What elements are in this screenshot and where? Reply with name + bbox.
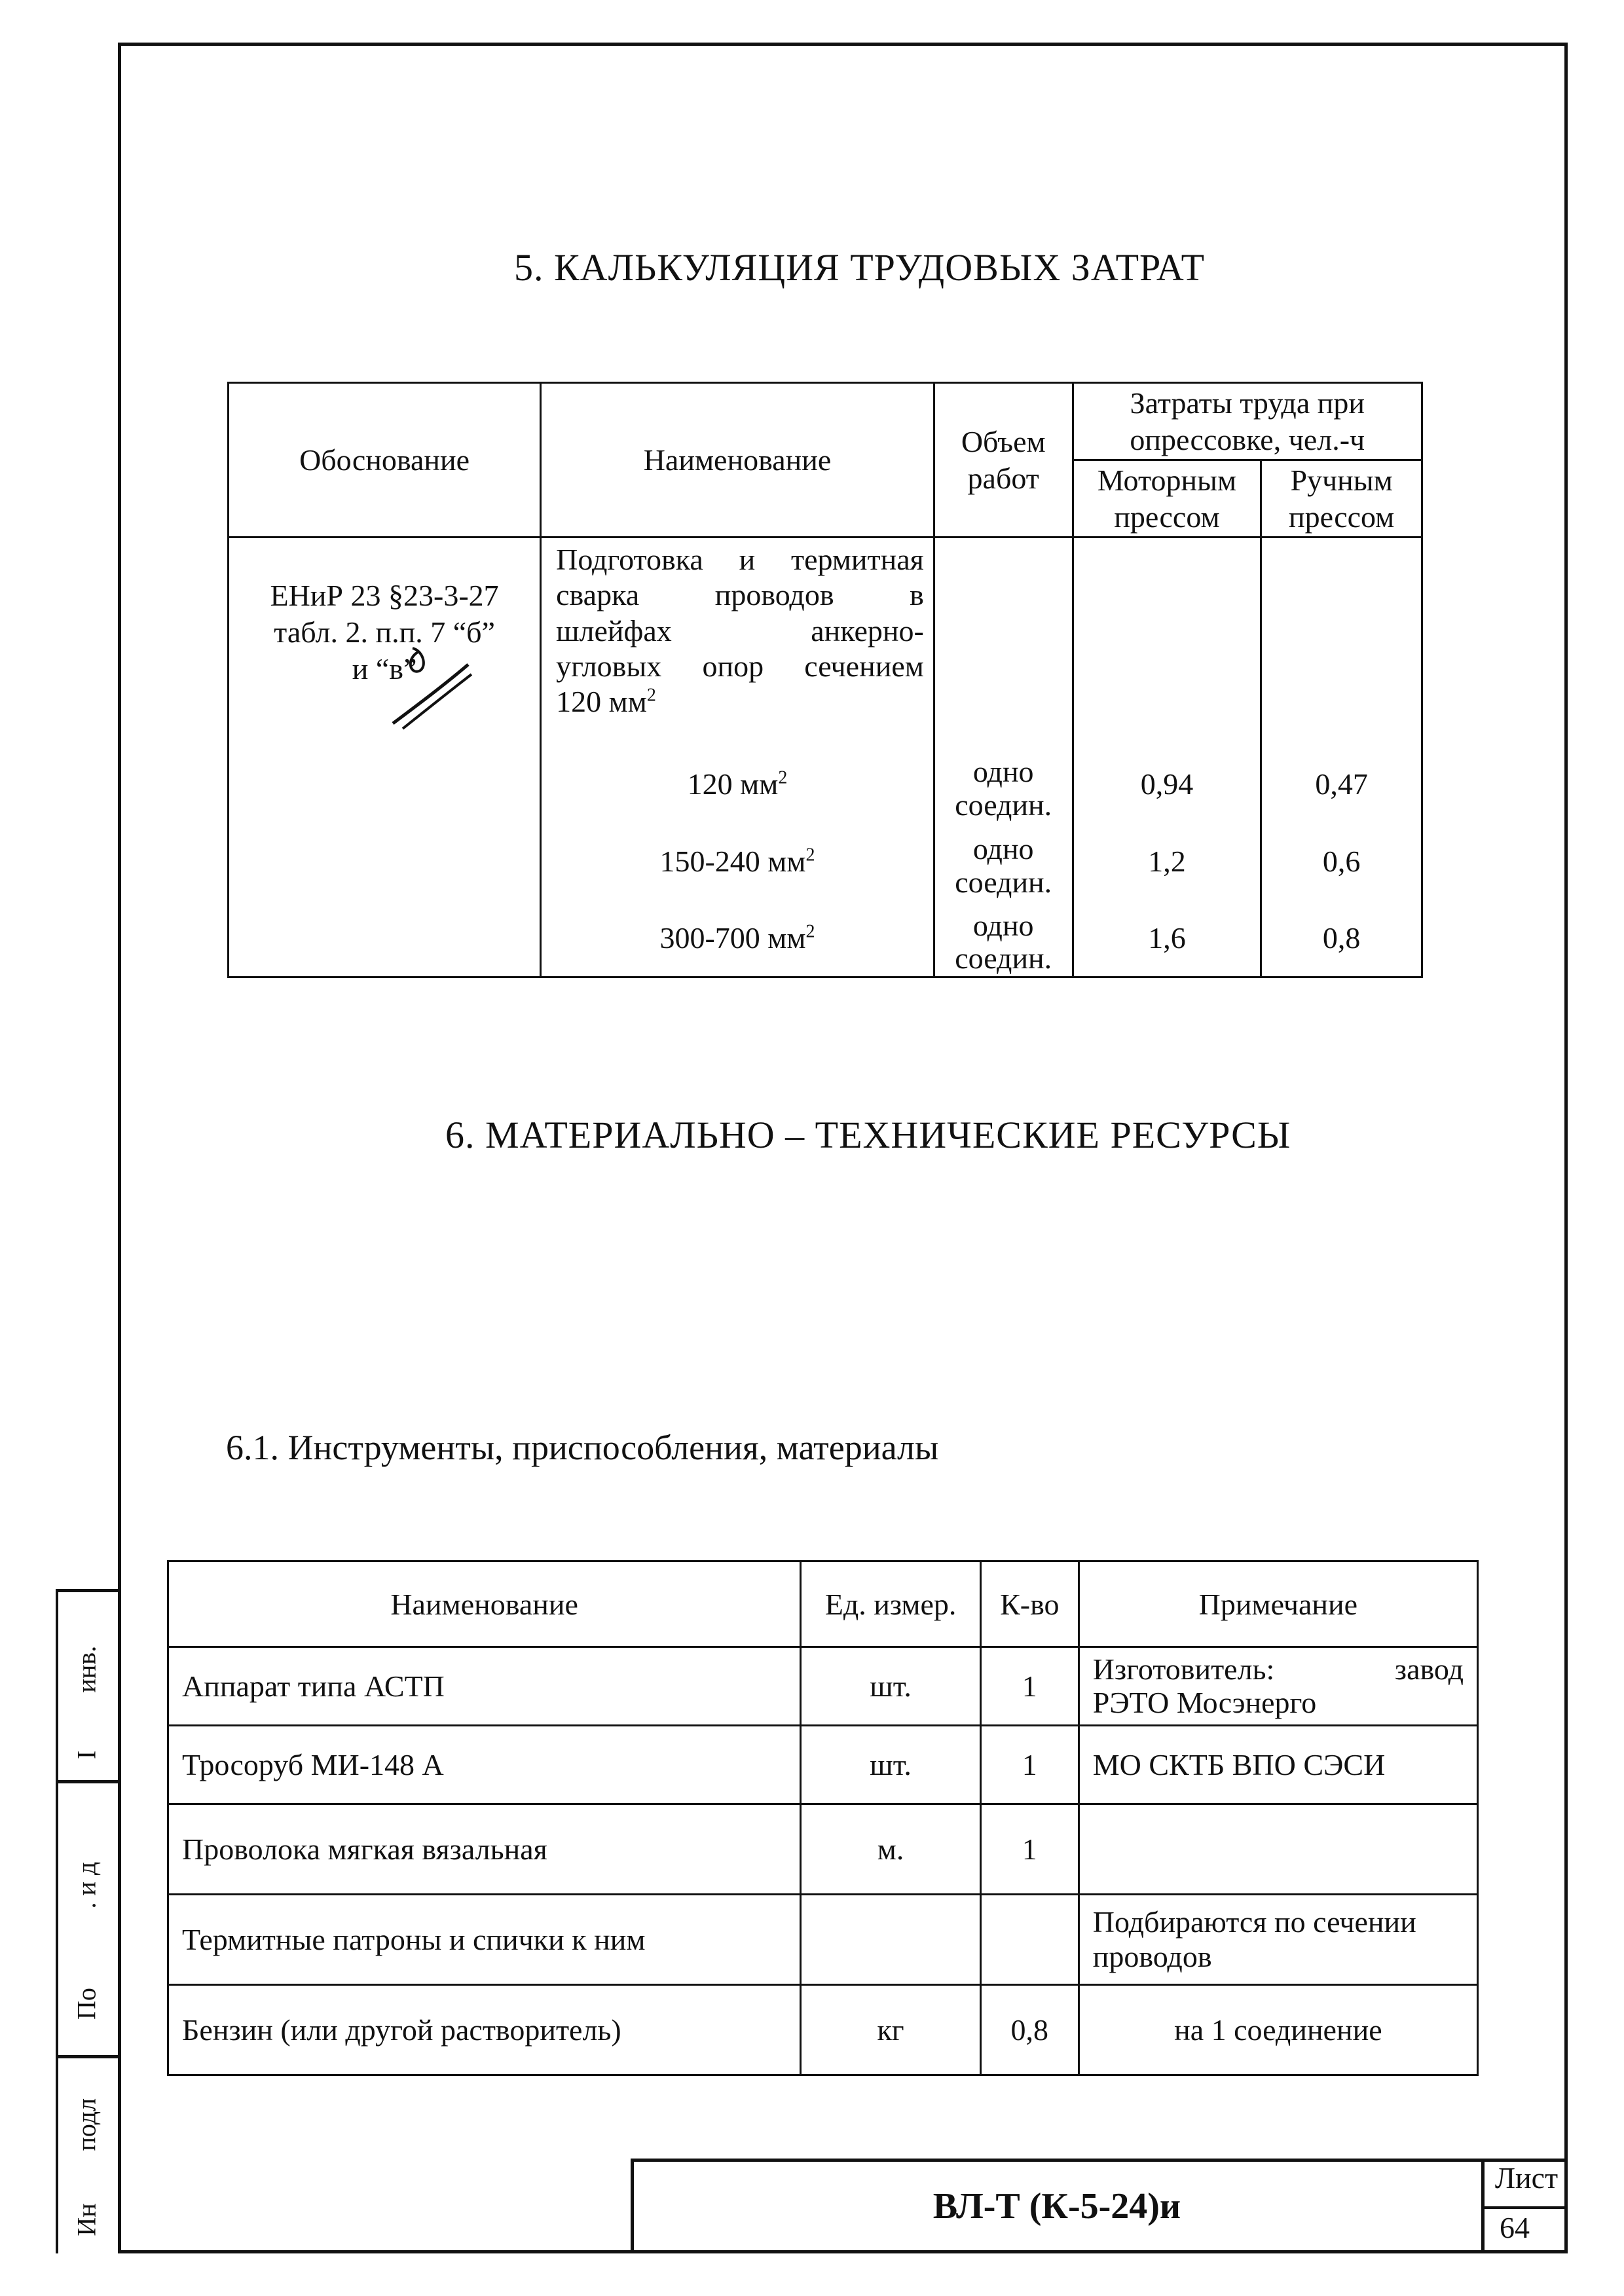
handwritten-correction-mark [380, 645, 478, 737]
header-basis: Обоснование [229, 383, 541, 538]
header-unit: Ед. измер. [801, 1561, 981, 1647]
side-stamp-strip [56, 1589, 118, 2253]
section6-title: 6. МАТЕРИАЛЬНО – ТЕХНИЧЕСКИЕ РЕСУРСЫ [445, 1114, 1291, 1156]
manual-value: 0,47 [1261, 746, 1422, 823]
work-description [541, 538, 934, 746]
basis-line: табл. 2. п.п. 7 “б” [274, 615, 495, 649]
table-row [168, 1647, 1478, 1726]
motor-value: 1,2 [1073, 823, 1261, 900]
item-note [1079, 1804, 1477, 1895]
description-line: Подготовка и термитная [556, 543, 924, 576]
side-label-in: Ин [71, 2203, 101, 2236]
item-unit [801, 1895, 981, 1985]
section5-title: 5. КАЛЬКУЛЯЦИЯ ТРУДОВЫХ ЗАТРАТ [514, 246, 1206, 289]
side-label-id: . и д [71, 1861, 101, 1909]
side-divider [58, 1589, 120, 1592]
motor-value: 1,6 [1073, 900, 1261, 977]
item-unit: шт. [801, 1726, 981, 1804]
header-qty: К-во [980, 1561, 1079, 1647]
table-row [168, 1726, 1478, 1804]
section6-subtitle: 6.1. Инструменты, приспособления, материалы [226, 1428, 939, 1467]
document-code: ВЛ-Т (К-5-24)и [932, 2185, 1181, 2227]
item-unit: м. [801, 1804, 981, 1895]
item-qty: 1 [980, 1647, 1079, 1726]
sheet-divider [1481, 2206, 1568, 2209]
item-note: Подбираются по сечении проводов [1079, 1895, 1477, 1985]
item-note: на 1 соединение [1079, 1985, 1477, 2075]
item-name: Проволока мягкая вязальная [168, 1804, 801, 1895]
motor-value: 0,94 [1073, 746, 1261, 823]
volume-value: одно соедин. [934, 823, 1073, 900]
item-name: Тросоруб МИ-148 А [168, 1726, 801, 1804]
item-qty: 1 [980, 1726, 1079, 1804]
basis-cell [229, 538, 541, 977]
item-note: Изготовитель: завод РЭТО Мосэнерго [1079, 1647, 1477, 1726]
side-divider [58, 1780, 120, 1783]
side-label-po: По [71, 1988, 101, 2020]
table-row [168, 1895, 1478, 1985]
description-line: шлейфах анкерно- [556, 613, 924, 647]
basis-line: и “в” [352, 652, 417, 686]
description-line: угловых опор сечением [556, 649, 924, 683]
volume-value: одно соедин. [934, 746, 1073, 823]
item-note: МО СКТБ ВПО СЭСИ [1079, 1726, 1477, 1804]
side-label-inv: инв. [71, 1645, 101, 1693]
item-unit: шт. [801, 1647, 981, 1726]
section-size: 120 $мм^2$ [541, 746, 934, 823]
item-qty: 0,8 [980, 1985, 1079, 2075]
header-name: Наименование [541, 383, 934, 538]
sheet-label: Лист [1494, 2161, 1559, 2195]
header-name: Наименование [168, 1561, 801, 1647]
item-name: Термитные патроны и спички к ним [168, 1895, 801, 1985]
basis-line: ЕНиР 23 §23-3-27 [270, 579, 499, 612]
header-volume: Объем работ [934, 383, 1073, 538]
header-note: Примечание [1079, 1561, 1477, 1647]
table-row [168, 1985, 1478, 2075]
item-qty [980, 1895, 1079, 1985]
item-name: Бензин (или другой растворитель) [168, 1985, 801, 2075]
manual-value: 0,8 [1261, 900, 1422, 977]
side-divider [58, 2055, 120, 2058]
side-label-i: I [71, 1750, 101, 1760]
header-manual: Ручным прессом [1261, 460, 1422, 538]
volume-value: одно соедин. [934, 900, 1073, 977]
item-unit: кг [801, 1985, 981, 2075]
item-qty: 1 [980, 1804, 1079, 1895]
manual-value: 0,6 [1261, 823, 1422, 900]
table-row [168, 1804, 1478, 1895]
header-labor: Затраты труда при опрессовке, чел.-ч [1073, 383, 1422, 460]
side-label-podl: подл [71, 2098, 101, 2151]
description-line: сварка проводов в [556, 578, 924, 612]
description-line: 120 $мм^2$ [556, 685, 656, 719]
sheet-number: 64 [1500, 2211, 1530, 2244]
section-size: 300-700 $мм^2$ [541, 900, 934, 977]
item-name: Аппарат типа АСТП [168, 1647, 801, 1726]
resources-table [167, 1560, 1479, 2076]
header-motor: Моторным прессом [1073, 460, 1261, 538]
section-size: 150-240 $мм^2$ [541, 823, 934, 900]
